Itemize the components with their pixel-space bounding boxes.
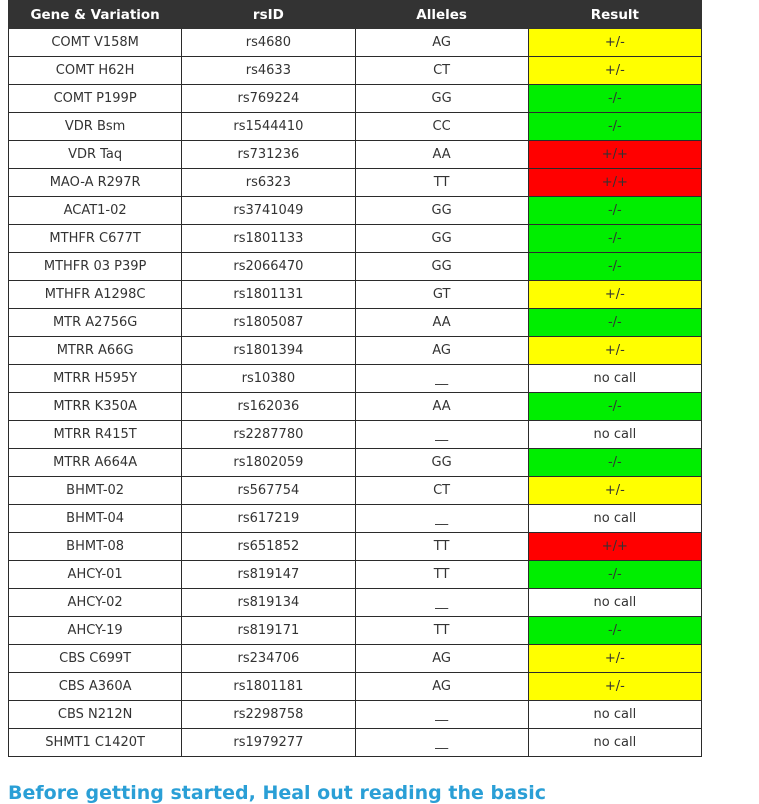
column-header-gene: Gene & Variation: [9, 1, 182, 29]
rsid-cell: rs1801181: [182, 673, 355, 701]
result-cell: -/-: [528, 197, 701, 225]
table-row: [9, 673, 702, 701]
table-header-row: [9, 1, 702, 29]
gene-cell: MTRR H595Y: [9, 365, 182, 393]
result-cell: +/-: [528, 645, 701, 673]
rsid-cell: rs1801394: [182, 337, 355, 365]
rsid-cell: rs1805087: [182, 309, 355, 337]
table-row: [9, 253, 702, 281]
rsid-cell: rs617219: [182, 505, 355, 533]
rsid-cell: rs769224: [182, 85, 355, 113]
result-cell: -/-: [528, 85, 701, 113]
rsid-cell: rs1801133: [182, 225, 355, 253]
alleles-cell: __: [355, 421, 528, 449]
result-cell: no call: [528, 589, 701, 617]
rsid-cell: rs4680: [182, 29, 355, 57]
result-cell: -/-: [528, 253, 701, 281]
table-row: [9, 617, 702, 645]
result-cell: -/-: [528, 225, 701, 253]
result-cell: +/+: [528, 533, 701, 561]
result-cell: no call: [528, 421, 701, 449]
alleles-cell: CT: [355, 57, 528, 85]
gene-cell: AHCY-01: [9, 561, 182, 589]
gene-cell: MAO-A R297R: [9, 169, 182, 197]
rsid-cell: rs819134: [182, 589, 355, 617]
result-cell: +/+: [528, 141, 701, 169]
rsid-cell: rs1802059: [182, 449, 355, 477]
table-row: [9, 701, 702, 729]
alleles-cell: AG: [355, 673, 528, 701]
rsid-cell: rs6323: [182, 169, 355, 197]
table-row: [9, 477, 702, 505]
rsid-cell: rs2298758: [182, 701, 355, 729]
alleles-cell: AG: [355, 645, 528, 673]
section-heading: Before getting started, Heal out reading the basic: [8, 782, 547, 804]
alleles-cell: GG: [355, 85, 528, 113]
column-header-result: Result: [528, 1, 701, 29]
rsid-cell: rs651852: [182, 533, 355, 561]
gene-cell: VDR Bsm: [9, 113, 182, 141]
table-row: [9, 197, 702, 225]
gene-cell: COMT P199P: [9, 85, 182, 113]
table-row: [9, 169, 702, 197]
table-row: [9, 421, 702, 449]
table-row: [9, 589, 702, 617]
gene-cell: SHMT1 C1420T: [9, 729, 182, 757]
gene-cell: MTHFR A1298C: [9, 281, 182, 309]
alleles-cell: TT: [355, 561, 528, 589]
table-row: [9, 309, 702, 337]
rsid-cell: rs1979277: [182, 729, 355, 757]
gene-cell: MTRR R415T: [9, 421, 182, 449]
result-cell: +/-: [528, 29, 701, 57]
result-cell: -/-: [528, 393, 701, 421]
column-header-rsid: rsID: [182, 1, 355, 29]
alleles-cell: GG: [355, 449, 528, 477]
table-row: [9, 505, 702, 533]
gene-cell: VDR Taq: [9, 141, 182, 169]
table-row: [9, 281, 702, 309]
alleles-cell: __: [355, 365, 528, 393]
rsid-cell: rs819171: [182, 617, 355, 645]
result-cell: no call: [528, 365, 701, 393]
result-cell: +/-: [528, 477, 701, 505]
rsid-cell: rs731236: [182, 141, 355, 169]
result-cell: no call: [528, 729, 701, 757]
alleles-cell: TT: [355, 617, 528, 645]
rsid-cell: rs10380: [182, 365, 355, 393]
table-row: [9, 225, 702, 253]
alleles-cell: __: [355, 505, 528, 533]
table-row: [9, 365, 702, 393]
alleles-cell: TT: [355, 169, 528, 197]
gene-cell: AHCY-19: [9, 617, 182, 645]
result-cell: +/-: [528, 673, 701, 701]
alleles-cell: TT: [355, 533, 528, 561]
result-cell: no call: [528, 701, 701, 729]
table-row: [9, 645, 702, 673]
gene-cell: COMT H62H: [9, 57, 182, 85]
gene-cell: MTHFR 03 P39P: [9, 253, 182, 281]
gene-cell: MTRR A664A: [9, 449, 182, 477]
gene-cell: CBS A360A: [9, 673, 182, 701]
gene-cell: MTRR K350A: [9, 393, 182, 421]
result-cell: -/-: [528, 617, 701, 645]
table-row: [9, 561, 702, 589]
alleles-cell: __: [355, 589, 528, 617]
gene-cell: MTHFR C677T: [9, 225, 182, 253]
alleles-cell: __: [355, 729, 528, 757]
gene-cell: MTRR A66G: [9, 337, 182, 365]
gene-cell: ACAT1-02: [9, 197, 182, 225]
gene-cell: BHMT-04: [9, 505, 182, 533]
alleles-cell: AG: [355, 29, 528, 57]
alleles-cell: AG: [355, 337, 528, 365]
table-row: [9, 29, 702, 57]
rsid-cell: rs567754: [182, 477, 355, 505]
rsid-cell: rs4633: [182, 57, 355, 85]
result-cell: +/-: [528, 281, 701, 309]
result-cell: no call: [528, 505, 701, 533]
gene-cell: CBS N212N: [9, 701, 182, 729]
rsid-cell: rs3741049: [182, 197, 355, 225]
table-row: [9, 533, 702, 561]
column-header-alleles: Alleles: [355, 1, 528, 29]
result-cell: -/-: [528, 113, 701, 141]
alleles-cell: CC: [355, 113, 528, 141]
gene-cell: CBS C699T: [9, 645, 182, 673]
alleles-cell: __: [355, 701, 528, 729]
rsid-cell: rs162036: [182, 393, 355, 421]
table-row: [9, 141, 702, 169]
alleles-cell: AA: [355, 393, 528, 421]
table-row: [9, 729, 702, 757]
alleles-cell: GG: [355, 225, 528, 253]
rsid-cell: rs819147: [182, 561, 355, 589]
genetic-results-table: [8, 0, 702, 757]
table-row: [9, 393, 702, 421]
table-row: [9, 449, 702, 477]
alleles-cell: GG: [355, 197, 528, 225]
gene-cell: COMT V158M: [9, 29, 182, 57]
table-row: [9, 57, 702, 85]
result-cell: -/-: [528, 309, 701, 337]
result-cell: +/-: [528, 337, 701, 365]
rsid-cell: rs2066470: [182, 253, 355, 281]
rsid-cell: rs1801131: [182, 281, 355, 309]
alleles-cell: AA: [355, 141, 528, 169]
rsid-cell: rs2287780: [182, 421, 355, 449]
gene-cell: MTR A2756G: [9, 309, 182, 337]
alleles-cell: AA: [355, 309, 528, 337]
rsid-cell: rs234706: [182, 645, 355, 673]
rsid-cell: rs1544410: [182, 113, 355, 141]
gene-cell: AHCY-02: [9, 589, 182, 617]
gene-cell: BHMT-08: [9, 533, 182, 561]
result-cell: -/-: [528, 449, 701, 477]
result-cell: +/-: [528, 57, 701, 85]
alleles-cell: CT: [355, 477, 528, 505]
table-row: [9, 113, 702, 141]
table-row: [9, 85, 702, 113]
alleles-cell: GG: [355, 253, 528, 281]
alleles-cell: GT: [355, 281, 528, 309]
gene-cell: BHMT-02: [9, 477, 182, 505]
result-cell: -/-: [528, 561, 701, 589]
result-cell: +/+: [528, 169, 701, 197]
table-row: [9, 337, 702, 365]
